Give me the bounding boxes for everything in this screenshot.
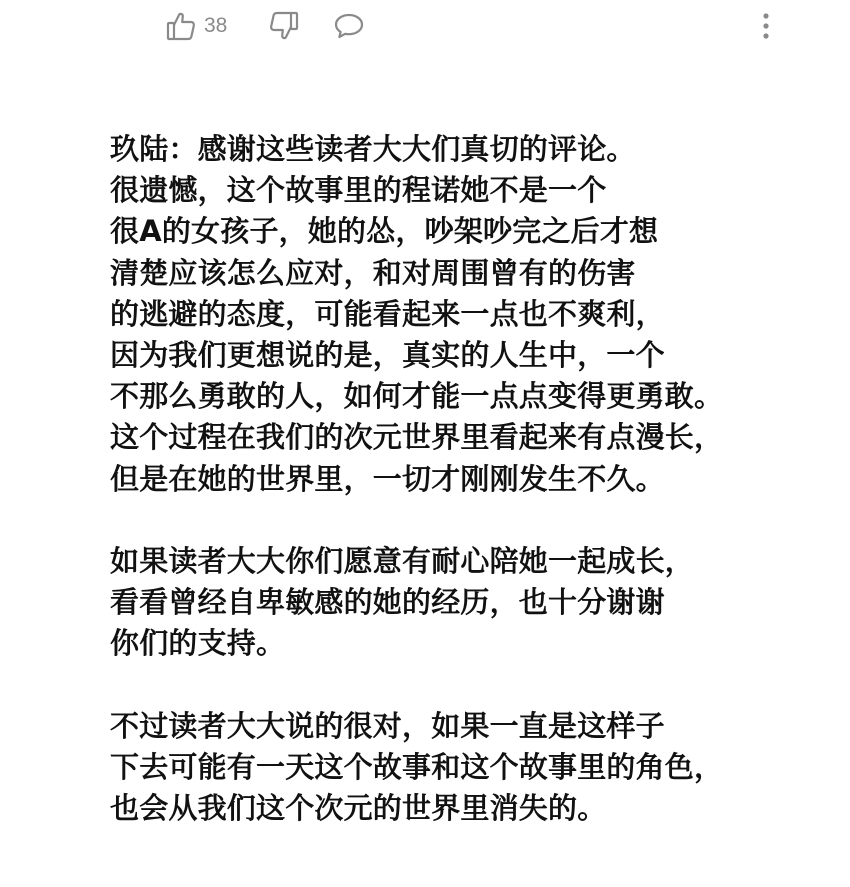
thumbs-down-icon — [269, 10, 299, 42]
comment-button[interactable] — [333, 6, 365, 46]
vertical-ellipsis-icon — [756, 11, 776, 41]
comment-line: 因为我们更想说的是，真实的人生中，一个 — [110, 337, 665, 372]
comment-paragraph — [110, 541, 840, 665]
comment-line: 下去可能有一天这个故事和这个故事里的角色， — [110, 749, 724, 784]
paragraph-spacer — [110, 664, 840, 705]
comment-text — [110, 129, 840, 829]
comment-line: 也会从我们这个次元的世界里消失的。 — [110, 791, 607, 825]
like-count: 38 — [204, 14, 228, 37]
comment-line: 的逃避的态度，可能看起来一点也不爽利， — [110, 296, 665, 331]
thumbs-up-icon — [166, 10, 196, 42]
comment-line: 你们的支持。 — [110, 626, 286, 661]
comment-paragraph — [110, 706, 840, 830]
speech-bubble-icon — [333, 11, 365, 41]
comment-line: 清楚应该怎么应对，和对周围曾有的伤害 — [110, 255, 636, 290]
comment-line: 很A的女孩子，她的怂，吵架吵完之后才想 — [110, 214, 659, 249]
comment-line: 很遗憾，这个故事里的程诺她不是一个 — [110, 173, 607, 208]
comment-line: 这个过程在我们的次元世界里看起来有点漫长， — [110, 420, 724, 455]
comment-action-bar — [0, 6, 850, 46]
comment-line: 不过读者大大说的很对，如果一直是这样子 — [110, 708, 665, 743]
comment-line: 看看曾经自卑敏感的她的经历，也十分谢谢 — [110, 585, 665, 620]
paragraph-spacer — [110, 500, 840, 541]
comment-line: 玖陆：感谢这些读者大大们真切的评论。 — [110, 132, 636, 166]
comment-paragraph — [110, 129, 840, 500]
comment-line: 但是在她的世界里，一切才刚刚发生不久。 — [110, 461, 665, 496]
dislike-button[interactable] — [269, 6, 299, 46]
comment-line: 如果读者大大你们愿意有耐心陪她一起成长， — [110, 543, 695, 578]
more-options-button[interactable] — [756, 6, 776, 46]
like-button[interactable] — [166, 6, 227, 46]
comment-line: 不那么勇敢的人，如何才能一点点变得更勇敢。 — [110, 379, 724, 414]
